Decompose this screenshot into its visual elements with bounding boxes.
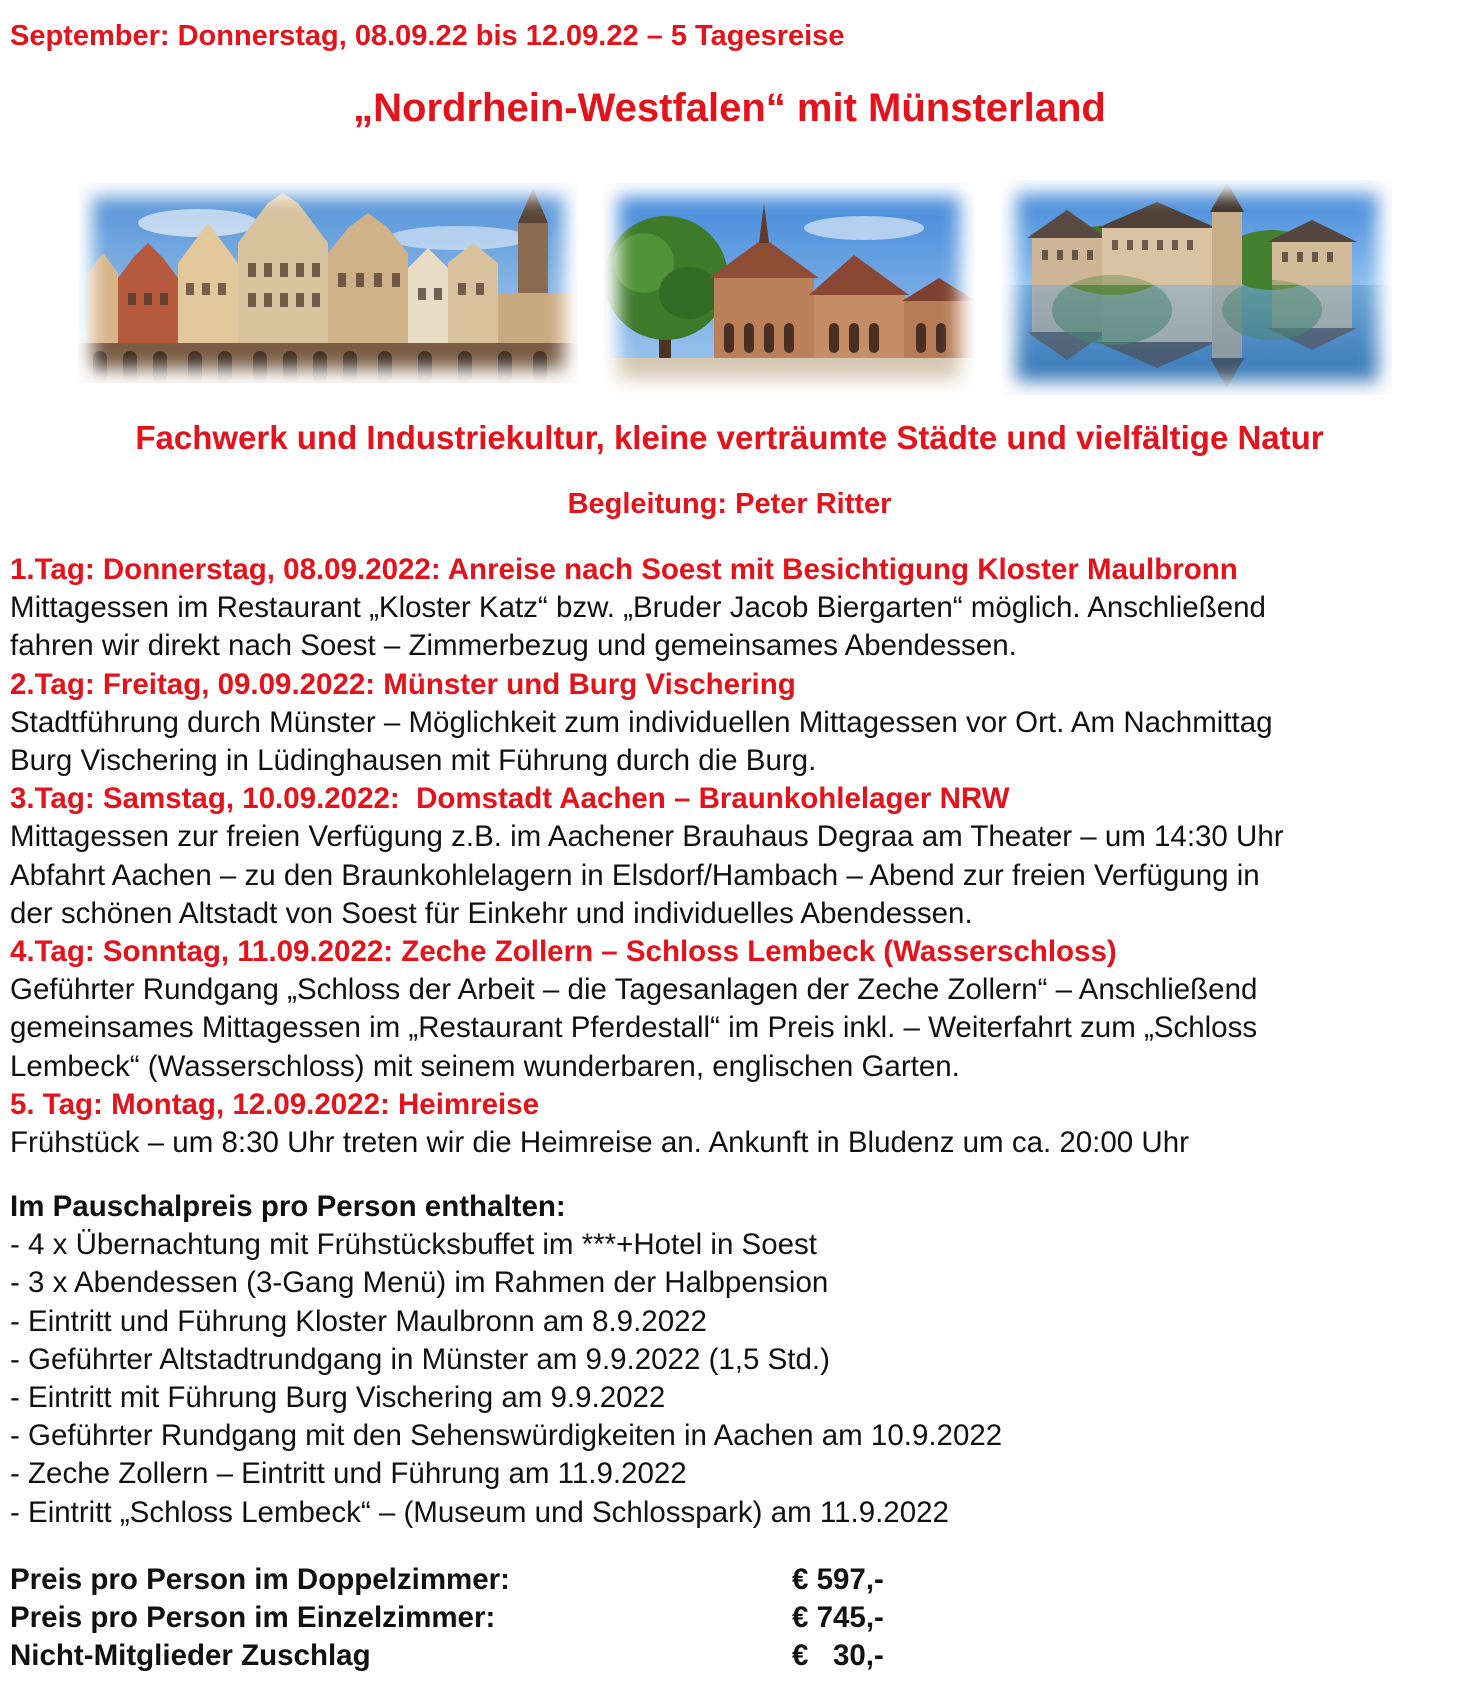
trip-subtitle: Fachwerk und Industriekultur, kleine verträumte Städte und vielfältige Natur — [135, 419, 1324, 456]
price-label: Nicht-Mitglieder Zuschlag — [10, 1639, 371, 1673]
day-heading: 1.Tag: Donnerstag, 08.09.2022: Anreise nach Soest mit Besichtigung Kloster Maulbronn — [10, 553, 1238, 586]
included-item: - Geführter Rundgang mit den Sehenswürdigkeiten in Aachen am 10.9.2022 — [10, 1419, 1003, 1453]
description-line: Mittagessen im Restaurant „Kloster Katz“ bzw. „Bruder Jacob Biergarten“ möglich. Anschließend — [10, 591, 1266, 625]
day-5 — [10, 1086, 1455, 1162]
photo-kloster-maulbronn — [604, 183, 974, 393]
day-3 — [10, 780, 1455, 933]
page-title: „Nordrhein-Westfalen“ mit Münsterland — [353, 86, 1106, 130]
price-row-single-room — [10, 1599, 1455, 1637]
description-line: Abfahrt Aachen – zu den Braunkohlelagern in Elsdorf/Hambach – Abend zur freien Verfügung in — [10, 858, 1260, 892]
day-1 — [10, 551, 1455, 666]
photo-wasserschloss — [1002, 180, 1392, 395]
description-line: gemeinsames Mittagessen im „Restaurant Pferdestall“ im Preis inkl. – Weiterfahrt zum „Schloss — [10, 1011, 1258, 1045]
included-services — [10, 1188, 1455, 1532]
included-title: Im Pauschalpreis pro Person enthalten: — [10, 1190, 566, 1223]
price-value: € 745,- — [792, 1601, 884, 1635]
tour-guide: Begleitung: Peter Ritter — [567, 488, 892, 520]
price-row-double-room — [10, 1561, 1455, 1599]
included-item: - 4 x Übernachtung mit Frühstücksbuffet im ***+Hotel in Soest — [10, 1228, 817, 1262]
description-line: Lembeck“ (Wasserschloss) mit seinem wunderbaren, englischen Garten. — [10, 1049, 960, 1083]
price-list — [10, 1561, 1455, 1676]
day-heading: 4.Tag: Sonntag, 11.09.2022: Zeche Zollern – Schloss Lembeck (Wasserschloss) — [10, 935, 1117, 969]
included-item: - Geführter Altstadtrundgang in Münster am 9.9.2022 (1,5 Std.) — [10, 1342, 830, 1376]
day-description — [10, 704, 1455, 780]
description-line: Geführter Rundgang „Schloss der Arbeit – die Tagesanlagen der Zeche Zollern“ – Anschließend — [10, 973, 1258, 1007]
itinerary — [10, 551, 1455, 1162]
included-item: - Eintritt und Führung Kloster Maulbronn am 8.9.2022 — [10, 1304, 707, 1338]
price-row-non-member-surcharge — [10, 1637, 1455, 1675]
price-label: Preis pro Person im Doppelzimmer: — [10, 1563, 510, 1596]
description-line: Burg Vischering in Lüdinghausen mit Führung durch die Burg. — [10, 744, 817, 778]
description-line: fahren wir direkt nach Soest – Zimmerbezug und gemeinsames Abendessen. — [10, 629, 1017, 663]
price-label: Preis pro Person im Einzelzimmer: — [10, 1601, 496, 1635]
included-item: - Zeche Zollern – Eintritt und Führung am 11.9.2022 — [10, 1457, 687, 1491]
description-line: Frühstück – um 8:30 Uhr treten wir die Heimreise an. Ankunft in Bludenz um ca. 20:00 Uhr — [10, 1126, 1189, 1160]
day-4 — [10, 933, 1455, 1086]
price-value: € 597,- — [792, 1563, 884, 1596]
day-heading: 5. Tag: Montag, 12.09.2022: Heimreise — [10, 1087, 540, 1121]
day-description — [10, 971, 1455, 1086]
included-item: - Eintritt mit Führung Burg Vischering am 9.9.2022 — [10, 1381, 666, 1415]
trip-date-line: September: Donnerstag, 08.09.22 bis 12.09.22 – 5 Tagesreise — [10, 20, 845, 52]
description-line: Stadtführung durch Münster – Möglichkeit zum individuellen Mittagessen vor Ort. Am Nachmittag — [10, 705, 1273, 739]
day-description — [10, 589, 1455, 665]
description-line: der schönen Altstadt von Soest für Einkehr und individuelles Abendessen. — [10, 896, 973, 930]
photo-muenster-prinzipalmarkt — [78, 183, 578, 383]
day-heading: 3.Tag: Samstag, 10.09.2022: Domstadt Aachen – Braunkohlelager NRW — [10, 782, 1010, 816]
day-description — [10, 1124, 1455, 1162]
day-description — [10, 818, 1455, 933]
included-item: - 3 x Abendessen (3-Gang Menü) im Rahmen der Halbpension — [10, 1266, 829, 1300]
included-item: - Eintritt „Schloss Lembeck“ – (Museum und Schlosspark) am 11.9.2022 — [10, 1495, 949, 1529]
price-value: € 30,- — [792, 1639, 884, 1673]
day-heading: 2.Tag: Freitag, 09.09.2022: Münster und Burg Vischering — [10, 667, 796, 701]
description-line: Mittagessen zur freien Verfügung z.B. im Aachener Brauhaus Degraa am Theater – um 14:30 Uhr — [10, 820, 1284, 854]
day-2 — [10, 666, 1455, 781]
